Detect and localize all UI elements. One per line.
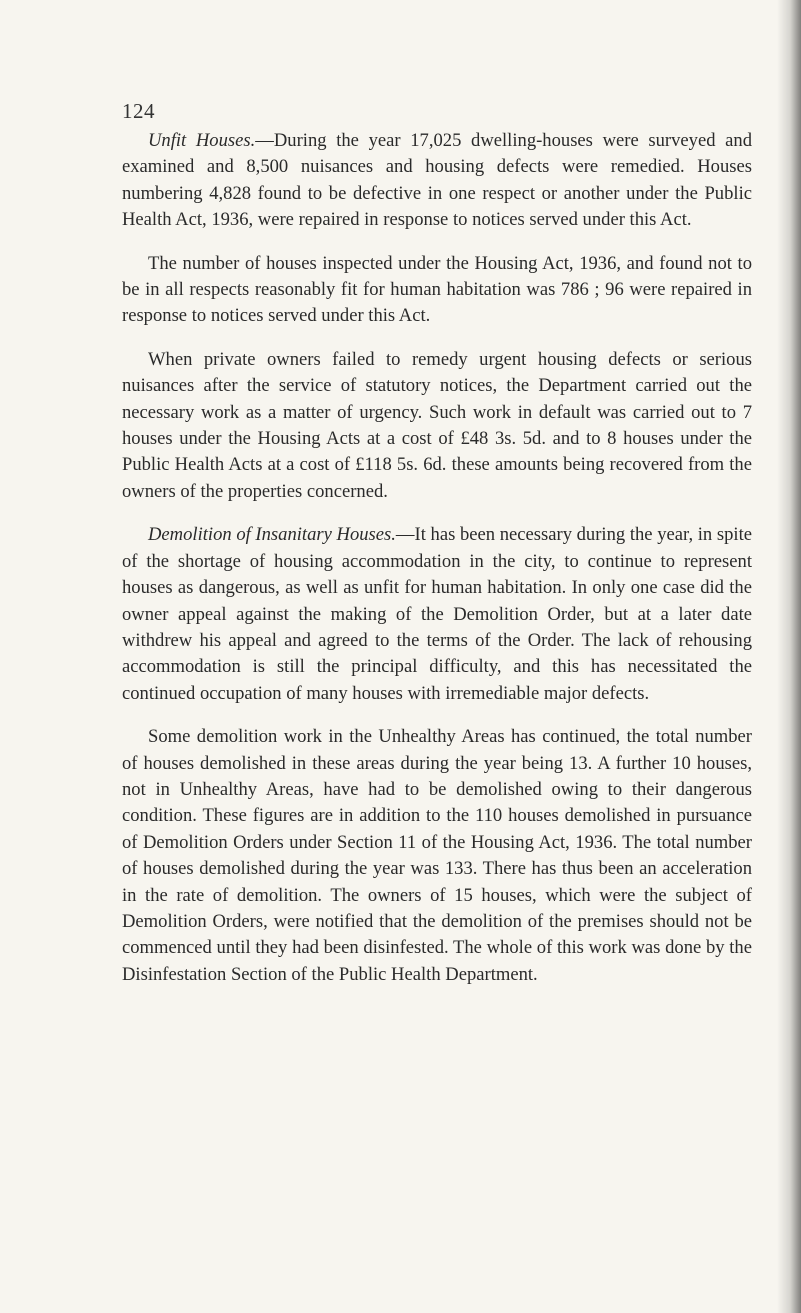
paragraph-demolition bbox=[122, 522, 752, 707]
body-text bbox=[122, 128, 752, 1005]
paragraph-text: —During the year 17,025 dwelling-houses were surveyed and examined and 8,500 nuisances and housing defects were remedied. Houses numbering 4,828 found to be defective in one respect or another under the Public Health Act, 1936, were repaired in response to notices served under this Act. bbox=[122, 130, 752, 231]
paragraph-housing-act-inspection bbox=[122, 251, 752, 330]
page-edge-shadow bbox=[777, 0, 801, 1313]
section-heading-unfit-houses: Unfit Houses. bbox=[148, 130, 256, 151]
paragraph-text: Some demolition work in the Unhealthy Areas has continued, the total number of houses demolished in these areas during the year being 13. A further 10 houses, not in Unhealthy Areas, have had to be demolished owing to their dangerous condition. These figures are in addition to the 110 houses demolished in pursuance of Demolition Orders under Section 11 of the Housing Act, 1936. The total number of houses demolished during the year was 133. There has thus been an acceleration in the rate of demolition. The owners of 15 houses, which were the subject of Demolition Orders, were notified that the demolition of the premises should not be commenced until they had been disinfested. The whole of this work was done by the Disinfestation Section of the Public Health Department. bbox=[122, 726, 752, 985]
paragraph-text: —It has been necessary during the year, in spite of the shortage of housing accommodation in the city, to continue to represent houses as dangerous, as well as unfit for human habitation. In only one case did the owner appeal against the making of the Demolition Order, but at a later date withdrew his appeal and agreed to the terms of the Order. The lack of rehousing accommodation is still the principal difficulty, and this has necessitated the continued occupation of many houses with irremediable major defects. bbox=[122, 524, 752, 704]
paragraph-text: When private owners failed to remedy urgent housing defects or serious nuisances after the service of statutory notices, the Department carried out the necessary work as a matter of urgency. Such work in default was carried out to 7 houses under the Housing Acts at a cost of £48 3s. 5d. and to 8 houses under the Public Health Acts at a cost of £118 5s. 6d. these amounts being recovered from the owners of the properties concerned. bbox=[122, 348, 752, 502]
paragraph-unhealthy-areas bbox=[122, 724, 752, 988]
paragraph-unfit-houses bbox=[122, 128, 752, 234]
section-heading-demolition: Demolition of Insanitary Houses. bbox=[148, 524, 396, 546]
paragraph-text: The number of houses inspected under the Housing Act, 1936, and found not to be in all respects reasonably fit for human habitation was 786 ; 96 were repaired in response to notices served under this Act. bbox=[122, 252, 752, 327]
page-number: 124 bbox=[122, 99, 155, 123]
paragraph-work-in-default bbox=[122, 347, 752, 505]
